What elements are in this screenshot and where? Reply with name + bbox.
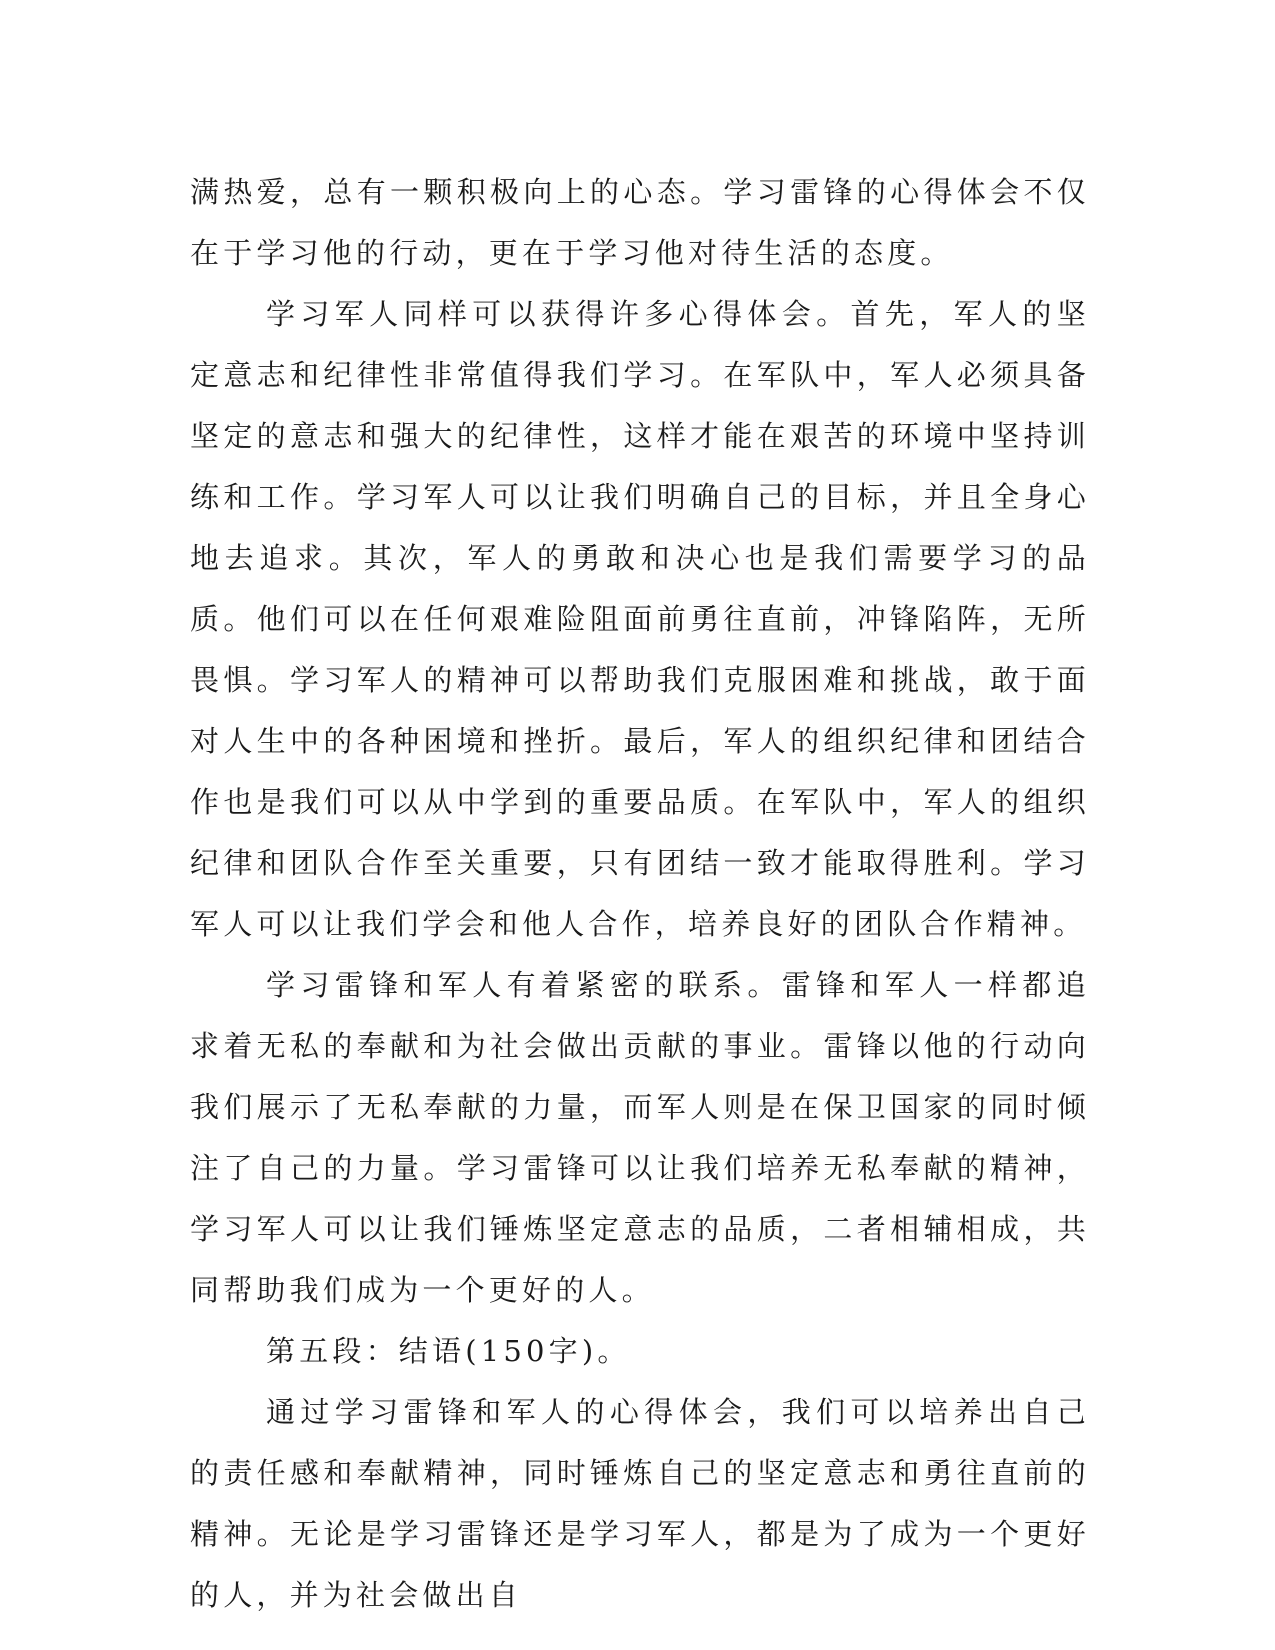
section-heading: 第五段：结语(150字)。: [266, 1334, 631, 1368]
paragraph-2: 学习军人同样可以获得许多心得体会。首先，军人的坚定意志和纪律性非常值得我们学习。在军队中，军人必须具备坚定的意志和强大的纪律性，这样才能在艰苦的环境中坚持训练和工作。学习军人可以让我们明确自己的目标，并且全身心地去追求。其次，军人的勇敢和决心也是我们需要学习的品质。他们可以在任何艰难险阻面前勇往直前，冲锋陷阵，无所畏惧。学习军人的精神可以帮助我们克服困难和挑战，敢于面对人生中的各种困境和挫折。最后，军人的组织纪律和团结合作也是我们可以从中学到的重要品质。在军队中，军人的组织纪律和团队合作至关重要，只有团结一致才能取得胜利。学习军人可以让我们学会和他人合作，培养良好的团队合作精神。: [190, 297, 1090, 941]
paragraph-1: 满热爱，总有一颗积极向上的心态。学习雷锋的心得体会不仅在于学习他的行动，更在于学习他对待生活的态度。: [190, 175, 1090, 270]
paragraph-3: 学习雷锋和军人有着紧密的联系。雷锋和军人一样都追求着无私的奉献和为社会做出贡献的事业。雷锋以他的行动向我们展示了无私奉献的力量，而军人则是在保卫国家的同时倾注了自己的力量。学习雷锋可以让我们培养无私奉献的精神，学习军人可以让我们锤炼坚定意志的品质，二者相辅相成，共同帮助我们成为一个更好的人。: [190, 968, 1090, 1307]
paragraph-4: 通过学习雷锋和军人的心得体会，我们可以培养出自己的责任感和奉献精神，同时锤炼自己的坚定意志和勇往直前的精神。无论是学习雷锋还是学习军人，都是为了成为一个更好的人，并为社会做出自: [190, 1395, 1090, 1612]
document-body: [190, 162, 1090, 1626]
